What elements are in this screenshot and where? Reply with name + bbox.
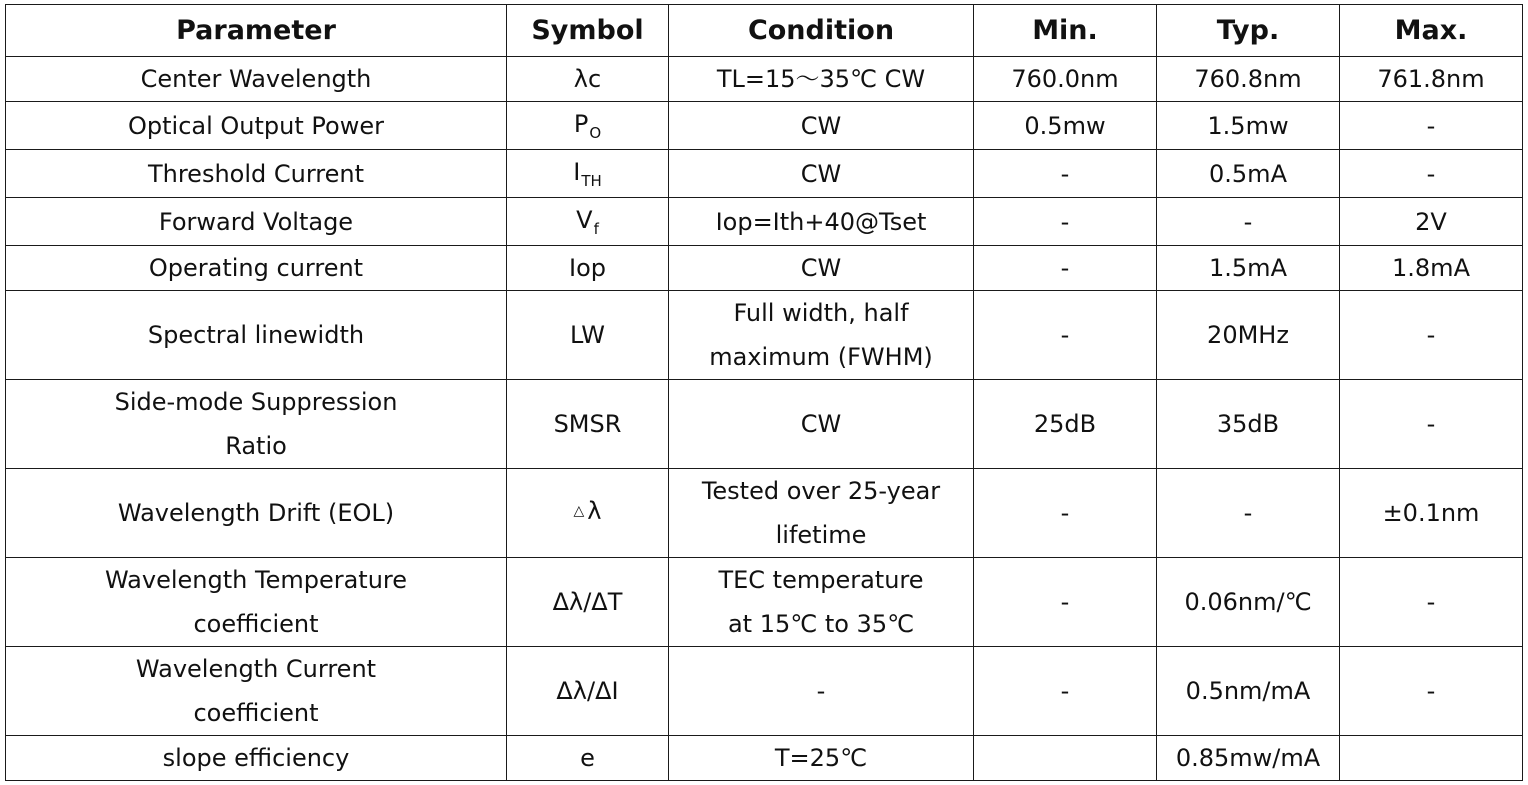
cell-condition: CW	[669, 380, 974, 469]
cell-typ: -	[1157, 198, 1340, 246]
cell-symbol: Iop	[507, 246, 669, 291]
table-row	[6, 291, 1523, 380]
table-row	[6, 736, 1523, 781]
table-body	[6, 57, 1523, 781]
cell-typ: 0.5mA	[1157, 150, 1340, 198]
table-header	[6, 5, 1523, 57]
parameter-line-1: Wavelength Current	[135, 655, 377, 683]
cell-typ: 1.5mw	[1157, 102, 1340, 150]
symbol-main: V	[576, 206, 593, 234]
cell-parameter: Optical Output Power	[6, 102, 507, 150]
cell-condition: CW	[669, 150, 974, 198]
cell-max: -	[1340, 558, 1523, 647]
cell-typ: 1.5mA	[1157, 246, 1340, 291]
cell-max: 761.8nm	[1340, 57, 1523, 102]
cell-parameter: Center Wavelength	[6, 57, 507, 102]
cell-condition: -	[669, 647, 974, 736]
cell-symbol: LW	[507, 291, 669, 380]
parameter-line-2: coefficient	[193, 610, 319, 638]
cell-max: -	[1340, 291, 1523, 380]
cell-max: -	[1340, 647, 1523, 736]
cell-condition: T=25℃	[669, 736, 974, 781]
cell-typ: 0.5nm/mA	[1157, 647, 1340, 736]
table-row	[6, 246, 1523, 291]
cell-min: -	[974, 198, 1157, 246]
table-row	[6, 102, 1523, 150]
cell-max: 1.8mA	[1340, 246, 1523, 291]
cell-condition: TL=15～35℃ CW	[669, 57, 974, 102]
header-parameter: Parameter	[6, 5, 507, 57]
parameter-line-2: coefficient	[193, 699, 319, 727]
cell-condition: CW	[669, 102, 974, 150]
cell-parameter: Threshold Current	[6, 150, 507, 198]
cell-parameter: Spectral linewidth	[6, 291, 507, 380]
cell-min: 0.5mw	[974, 102, 1157, 150]
header-typ: Typ.	[1157, 5, 1340, 57]
specification-table	[5, 4, 1523, 781]
condition-line-1: TEC temperature	[718, 566, 924, 594]
cell-parameter	[6, 558, 507, 647]
table-row	[6, 198, 1523, 246]
cell-max: -	[1340, 380, 1523, 469]
symbol-subscript: TH	[581, 172, 602, 190]
cell-max: -	[1340, 102, 1523, 150]
header-min: Min.	[974, 5, 1157, 57]
symbol-subscript: O	[589, 124, 602, 142]
spec-table-container	[5, 4, 1523, 781]
cell-parameter: Forward Voltage	[6, 198, 507, 246]
header-max: Max.	[1340, 5, 1523, 57]
cell-typ: -	[1157, 469, 1340, 558]
condition-line-2: lifetime	[775, 521, 867, 549]
cell-min: 25dB	[974, 380, 1157, 469]
cell-condition: CW	[669, 246, 974, 291]
symbol-subscript: f	[593, 220, 599, 238]
table-row	[6, 380, 1523, 469]
cell-condition	[669, 291, 974, 380]
cell-min: -	[974, 469, 1157, 558]
cell-symbol	[507, 198, 669, 246]
parameter-line-1: Side-mode Suppression	[114, 388, 398, 416]
cell-max	[1340, 736, 1523, 781]
cell-typ: 20MHz	[1157, 291, 1340, 380]
cell-condition: Iop=Ith+40@Tset	[669, 198, 974, 246]
cell-symbol: e	[507, 736, 669, 781]
condition-line-2: at 15℃ to 35℃	[727, 610, 915, 638]
parameter-line-1: Wavelength Temperature	[104, 566, 408, 594]
cell-typ: 0.85mw/mA	[1157, 736, 1340, 781]
symbol-main: I	[573, 158, 581, 186]
symbol-main: λ	[587, 497, 602, 525]
cell-min: -	[974, 558, 1157, 647]
header-symbol: Symbol	[507, 5, 669, 57]
cell-typ: 35dB	[1157, 380, 1340, 469]
cell-typ: 760.8nm	[1157, 57, 1340, 102]
cell-min: -	[974, 647, 1157, 736]
cell-parameter: Operating current	[6, 246, 507, 291]
table-row	[6, 558, 1523, 647]
table-row	[6, 469, 1523, 558]
cell-max: ±0.1nm	[1340, 469, 1523, 558]
cell-symbol: Δλ/ΔI	[507, 647, 669, 736]
cell-parameter	[6, 647, 507, 736]
cell-symbol	[507, 469, 669, 558]
cell-symbol	[507, 102, 669, 150]
condition-line-1: Full width, half	[733, 299, 909, 327]
condition-line-2: maximum (FWHM)	[709, 343, 933, 371]
table-row	[6, 150, 1523, 198]
symbol-prefix: △	[573, 503, 585, 519]
cell-parameter: slope efficiency	[6, 736, 507, 781]
cell-max: 2V	[1340, 198, 1523, 246]
table-row	[6, 57, 1523, 102]
cell-min	[974, 736, 1157, 781]
cell-min: -	[974, 291, 1157, 380]
cell-condition	[669, 558, 974, 647]
cell-symbol	[507, 150, 669, 198]
cell-symbol: SMSR	[507, 380, 669, 469]
symbol-main: P	[573, 110, 589, 138]
cell-parameter: Wavelength Drift (EOL)	[6, 469, 507, 558]
header-condition: Condition	[669, 5, 974, 57]
cell-min: -	[974, 150, 1157, 198]
cell-max: -	[1340, 150, 1523, 198]
table-row	[6, 647, 1523, 736]
cell-condition	[669, 469, 974, 558]
cell-parameter	[6, 380, 507, 469]
cell-min: 760.0nm	[974, 57, 1157, 102]
cell-min: -	[974, 246, 1157, 291]
cell-typ: 0.06nm/℃	[1157, 558, 1340, 647]
header-row	[6, 5, 1523, 57]
cell-symbol: Δλ/ΔT	[507, 558, 669, 647]
condition-line-1: Tested over 25-year	[701, 477, 941, 505]
cell-symbol: λc	[507, 57, 669, 102]
parameter-line-2: Ratio	[225, 432, 287, 460]
